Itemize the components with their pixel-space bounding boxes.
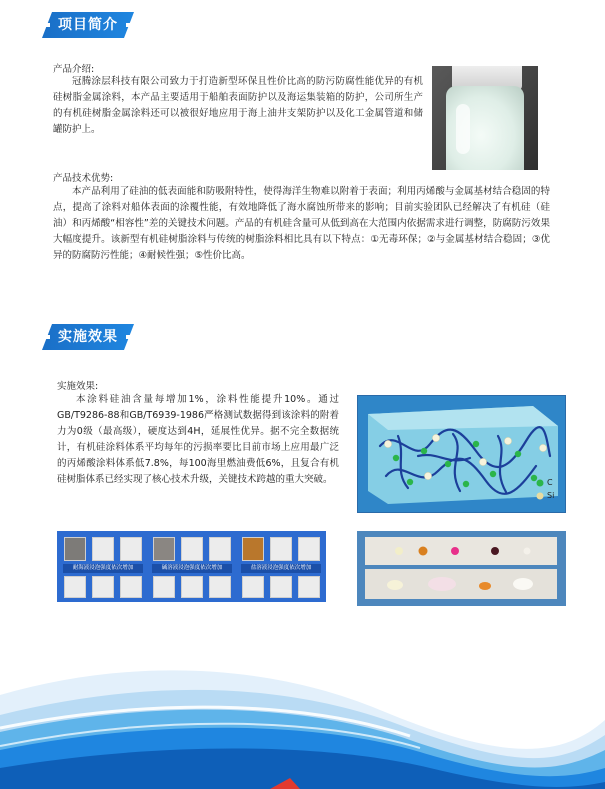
test-panel [270,576,292,598]
molecule-structure-svg [358,396,566,513]
test-panel [120,576,142,598]
decorative-wave-footer [0,640,605,789]
advantage-paragraph: 本产品利用了硅油的低表面能和防吸附特性，使得海洋生物难以附着于表面；利用丙烯酸与金属基材结合稳固的特点，提高了涂料对船体表面的涂覆性能，有效地降低了海水腐蚀所带来的影响；目前实验团队已经解决了有机硅（硅油）和丙烯酸“相容性”差的关键技术问题。产品的有机硅含量可从低到高在大范围内依据需求进行调整，防腐防污效果大幅度提升。该新型有机硅树脂涂料与传统的树脂涂料相比具有以下特点：①无毒环保；②与金属基材结合稳固；③优异的防腐防污性能；④耐候性强；⑤性价比高。 [53,186,550,261]
strip-caption: 盐溶液浸泡强度依次增加 [241,564,321,573]
section-header-project-intro [42,12,134,38]
decor-square-icon [126,335,130,339]
legend-silicon-label: Si [547,491,555,500]
decor-square-icon [46,335,50,339]
test-panel [242,537,264,561]
test-panel [298,537,320,561]
strip-caption: 碱溶液浸泡强度依次增加 [152,564,232,573]
test-panel [209,576,231,598]
section-title: 实施效果 [58,329,118,345]
salt-spray-test-photo [57,531,148,602]
bottle-shine [456,104,470,154]
test-panel [92,537,114,561]
test-panel [120,537,142,561]
effect-paragraph: 本涂料硅油含量每增加1%，涂料性能提升10%。通过GB/T9286-88和GB/T6939-1986严格测试数据得到该涂料的附着力为0级（最高级），硬度达到4H，延展性优异。据不完全数据统计，有机硅涂料体系平均每年的污损率要比目前市场上应用最广泛的丙烯酸涂料体系低7.8%，每100海里燃油费低6%，且复合有机硅树脂体系已经实现了核心技术升级，关键技术跨越的重大突破。 [57,394,339,485]
test-panel [64,576,86,598]
test-panel [92,576,114,598]
test-panel [153,576,175,598]
test-panel [153,537,175,561]
alkali-test-photo [146,531,237,602]
intro-label: 产品介绍: [53,64,95,75]
test-panel [181,576,203,598]
test-panel [64,537,86,561]
coating-bottle-photo [432,66,538,170]
test-panel [298,576,320,598]
legend-carbon-label: C [547,478,553,487]
molecule-structure-figure [357,395,566,513]
test-panel [181,537,203,561]
section-title: 项目简介 [58,17,118,33]
test-panel [209,537,231,561]
effect-label: 实施效果: [57,381,99,392]
intro-paragraph: 冠腾涂层科技有限公司致力于打造新型环保且性价比高的防污防腐性能优异的有机硅树脂金属涂料，本产品主要适用于船舶表面防护以及海运集装箱的防护，公司所生产的有机硅树脂金属涂料还可以被很好地应用于海上油井支架防护以及化工金属管道和储罐防护上。 [53,76,423,135]
droplet-test-svg [357,531,566,606]
decor-square-icon [46,23,50,27]
section-header-implementation-effect [42,324,134,350]
test-panel [270,537,292,561]
strip-caption: 耐海液浸泡强度依次增加 [63,564,143,573]
test-panel [242,576,264,598]
advantage-label: 产品技术优势: [53,173,114,184]
decor-square-icon [126,23,130,27]
droplet-test-photo [357,531,566,606]
salt-solution-test-photo [235,531,326,602]
